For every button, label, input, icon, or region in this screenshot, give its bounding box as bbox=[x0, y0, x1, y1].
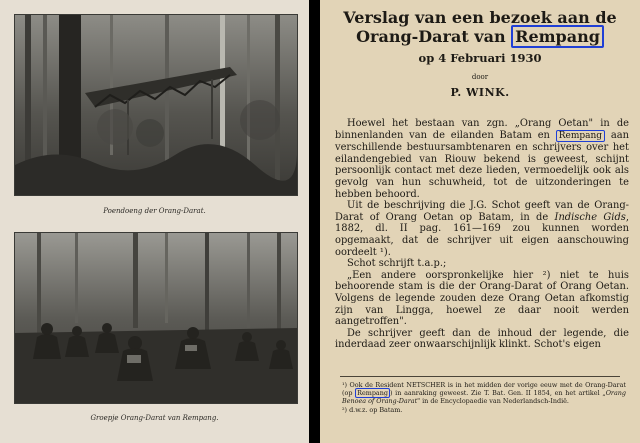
fn1-highlight-rempang: Rempang bbox=[357, 389, 388, 398]
para2-text-a: Uit de beschrijving die J.G. Schot geeft van de Orang-Darat of Orang Oetan op Batam, in de bbox=[335, 200, 629, 223]
fn1-text-d: " in de Encyclopaedie van Nederlandsch-Indië. bbox=[417, 397, 569, 406]
article-body bbox=[335, 118, 629, 351]
fn1-italic: Orang Benoea of Orang-Darat bbox=[342, 389, 626, 406]
article-date: op 4 Februari 1930 bbox=[418, 51, 542, 65]
para1-highlight-rempang: Rempang bbox=[556, 130, 605, 142]
title-line-2 bbox=[320, 27, 640, 46]
paragraph-3: Schot schrijft t.a.p.; bbox=[347, 258, 447, 270]
page-gutter bbox=[309, 0, 320, 443]
para2-text-b: , 1882, dl. II pag. 161—169 zou kunnen worden opgemaakt, dat de schrijver uit eigen aanschouwing oordeelt ¹). bbox=[335, 211, 629, 258]
paragraph-2 bbox=[335, 200, 629, 258]
para1-text-b: aan verschillende bestuursambtenaren en schrijvers over het eilandengebied van Riouw bekend is geweest, schijnt persoonlijk contact met deze lieden, vermoedelijk ook als gevolg van hun schuwheid, tot de uitzonderingen te hebben behoord. bbox=[335, 129, 629, 200]
caption-bottom: Groepje Orang-Darat van Rempang. bbox=[90, 414, 219, 422]
footnote-2: ²) d.w.z. op Batam. bbox=[342, 405, 403, 414]
fn1-name: NETSCHER bbox=[406, 381, 446, 389]
title-prefix: Orang-Darat van bbox=[356, 27, 512, 46]
byline-door: door bbox=[471, 73, 489, 81]
title-line-1: Verslag van een bezoek aan de bbox=[343, 8, 617, 27]
title-highlight-rempang: Rempang bbox=[511, 25, 604, 48]
photo-forest-shelter bbox=[14, 14, 298, 196]
paragraph-5: De schrijver geeft dan de inhoud der legende, die inderdaad zeer onwaarschijnlijk klinkt. Schot's eigen bbox=[335, 327, 629, 351]
footnotes bbox=[342, 381, 626, 414]
fn1-text-c: ) in aanraking geweest. Zie T. Bat. Gen. II 1854, en het artikel „ bbox=[389, 389, 606, 398]
paragraph-1 bbox=[335, 118, 629, 200]
fn1-text-a: ¹) Ook de Resident bbox=[342, 381, 407, 389]
photo-group-people bbox=[14, 232, 298, 404]
right-page bbox=[320, 0, 640, 443]
footnote-1 bbox=[342, 381, 626, 406]
para1-text-a: Hoewel het bestaan van zgn. „Orang Oetan" in de binnenlanden van de eilanden Batam en bbox=[335, 118, 629, 141]
article-author: P. WINK. bbox=[450, 86, 510, 99]
caption-top: Poendoeng der Orang-Darat. bbox=[103, 207, 206, 215]
footnote-rule bbox=[340, 376, 620, 377]
left-page bbox=[0, 0, 309, 443]
para2-italic: Indische Gids bbox=[554, 211, 626, 223]
paragraph-4: „Een andere oorspronkelijke hier ²) niet te huis behoorende stam is die der Orang-Darat of Orang Oetan. Volgens de legende zouden deze Orang Oetan afkomstig zijn van Lingga, hoewel ze daar nooit werden aangetroffen". bbox=[335, 269, 629, 328]
fn1-text-b: is in het midden der vorige eeuw met de Orang-Darat (op bbox=[342, 381, 626, 398]
